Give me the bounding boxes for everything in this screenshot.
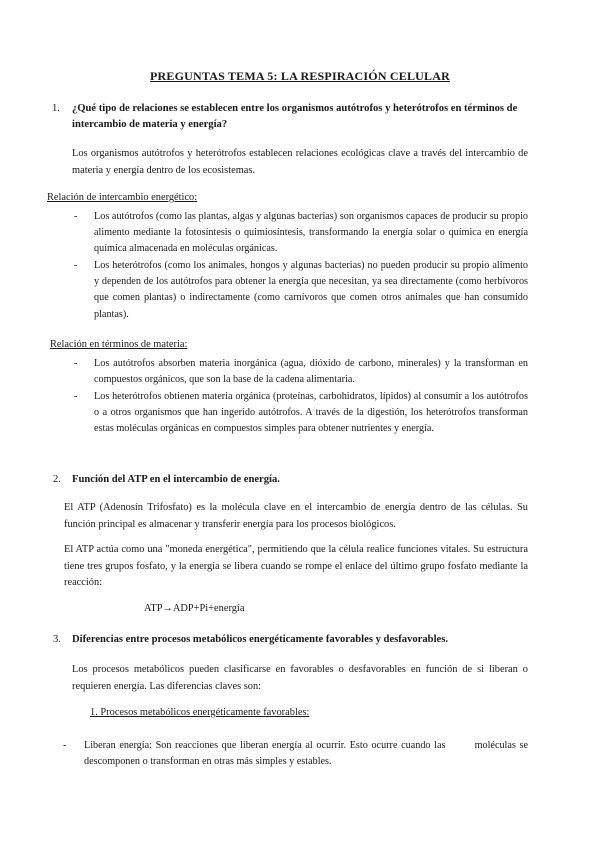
matter-item-2 [74, 389, 528, 438]
favorable-item-1-text: Liberan energía: Son reacciones que liberan energía al ocurrir. Esto ocurre cuando las moléculas se descomponen o transforman en otras más simples y estables. [84, 740, 531, 768]
question-1 [52, 101, 529, 132]
energy-item-2-text: Los heterótrofos (como los animales, hongos y algunas bacterias) no pueden producir su propio alimento y dependen de los autótrofos para obtener la energía que necesitan, ya sea directamente (como herbívoros que comen plantas) o indirectamente (como carnívoros que comen otros animales que han consumido plantas). [94, 260, 528, 320]
q1-intro-paragraph: Los organismos autótrofos y heterótrofos establecen relaciones ecológicas clave a través del intercambio de materia y energía dentro de los ecosistemas. [72, 148, 528, 176]
bullet-dash: - [74, 391, 78, 402]
matter-heading: Relación en términos de materia: [50, 339, 188, 350]
favorable-processes-heading: 1. Procesos metabólicos energéticamente favorables: [90, 707, 310, 718]
bullet-dash: - [63, 740, 67, 751]
q3-intro-paragraph: Los procesos metabólicos pueden clasificarse en favorables o desfavorables en función de si liberan o requieren energía. Las diferencias claves son: [72, 664, 528, 692]
question-2-text: Función del ATP en el intercambio de energía. [72, 474, 280, 485]
bullet-dash: - [74, 260, 78, 271]
atp-reaction-formula: ATP→ADP+Pi+energía [144, 603, 245, 614]
energy-item-2 [74, 258, 528, 323]
question-2 [53, 472, 529, 488]
energy-item-1-text: Los autótrofos (como las plantas, algas y algunas bacterias) son organismos capaces de producir su propio alimento mediante la fotosíntesis o quimiosíntesis, transformando la energía solar o química en energía química almacenada en moléculas orgánicas. [94, 211, 528, 255]
matter-item-2-text: Los heterótrofos obtienen materia orgánica (proteínas, carbohidratos, lípidos) al consumir a los autótrofos o a otros organismos que han ingerido autótrofos. A través de la digestión, los heterótrofos transforman estas moléculas orgánicas en compuestos simples para obtener nutrientes y energía. [94, 391, 528, 435]
question-1-text: ¿Qué tipo de relaciones se establecen entre los organismos autótrofos y heterótrofos en términos de intercambio de materia y energía? [72, 103, 518, 130]
q2-paragraph-2: El ATP actúa como una "moneda energética", permitiendo que la célula realice funciones vitales. Su estructura tiene tres grupos fosfato, y la energía se libera cuando se rompe el enlace del último grupo fosfato mediante la reacción: [64, 544, 528, 588]
bullet-dash: - [74, 358, 78, 369]
energy-item-1 [74, 209, 528, 258]
energy-heading: Relación de intercambio energético: [47, 192, 198, 203]
bullet-dash: - [74, 211, 78, 222]
question-2-number: 2. [53, 474, 61, 485]
matter-item-1-text: Los autótrofos absorben materia inorgánica (agua, dióxido de carbono, minerales) y la transforman en compuestos orgánicos, que son la base de la cadena alimentaria. [94, 358, 528, 386]
q2-paragraph-1: El ATP (Adenosín Trifosfato) es la molécula clave en el intercambio de energía dentro de las células. Su función principal es almacenar y transferir energía para los procesos biológicos. [64, 502, 528, 530]
question-3-text: Diferencias entre procesos metabólicos energéticamente favorables y desfavorables. [72, 634, 448, 645]
question-3 [53, 632, 529, 648]
question-3-number: 3. [53, 634, 61, 645]
matter-item-1 [74, 356, 528, 388]
question-1-number: 1. [52, 103, 60, 114]
favorable-item-1 [63, 738, 531, 770]
document-title: PREGUNTAS TEMA 5: LA RESPIRACIÓN CELULAR [150, 69, 450, 83]
